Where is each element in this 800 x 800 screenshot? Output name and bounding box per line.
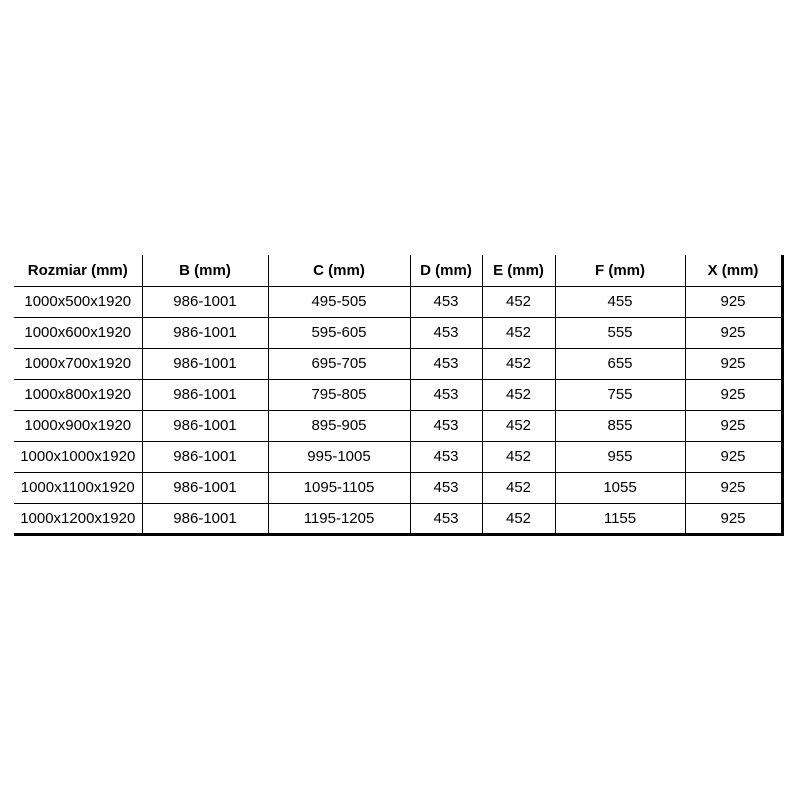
table-cell: 555	[555, 317, 685, 348]
table-cell: 925	[685, 472, 782, 503]
table-cell: 452	[482, 348, 555, 379]
table-row	[14, 472, 782, 503]
table-cell: 453	[410, 472, 482, 503]
table-row	[14, 317, 782, 348]
table-cell: 755	[555, 379, 685, 410]
table-cell: 1000x700x1920	[14, 348, 142, 379]
column-header: Rozmiar (mm)	[14, 255, 142, 286]
table-cell: 995-1005	[268, 441, 410, 472]
table-cell: 986-1001	[142, 348, 268, 379]
table-cell: 453	[410, 410, 482, 441]
column-header: E (mm)	[482, 255, 555, 286]
table-cell: 453	[410, 317, 482, 348]
table-cell: 925	[685, 317, 782, 348]
table-row	[14, 410, 782, 441]
table-cell: 986-1001	[142, 441, 268, 472]
table-cell: 1000x900x1920	[14, 410, 142, 441]
table-row	[14, 379, 782, 410]
table-cell: 1155	[555, 503, 685, 534]
column-header: F (mm)	[555, 255, 685, 286]
table-cell: 955	[555, 441, 685, 472]
table-cell: 655	[555, 348, 685, 379]
table-cell: 925	[685, 410, 782, 441]
table-cell: 925	[685, 286, 782, 317]
table-header-row	[14, 255, 782, 286]
table-cell: 452	[482, 441, 555, 472]
table-cell: 925	[685, 348, 782, 379]
table-cell: 925	[685, 441, 782, 472]
table-cell: 453	[410, 286, 482, 317]
table-cell: 795-805	[268, 379, 410, 410]
dimensions-table	[14, 255, 784, 536]
table-cell: 455	[555, 286, 685, 317]
column-header: D (mm)	[410, 255, 482, 286]
table-row	[14, 286, 782, 317]
table-cell: 986-1001	[142, 410, 268, 441]
table-cell: 1195-1205	[268, 503, 410, 534]
column-header: C (mm)	[268, 255, 410, 286]
table-cell: 452	[482, 472, 555, 503]
table-cell: 925	[685, 503, 782, 534]
table-cell: 1000x500x1920	[14, 286, 142, 317]
table-cell: 1095-1105	[268, 472, 410, 503]
table-cell: 595-605	[268, 317, 410, 348]
column-header: B (mm)	[142, 255, 268, 286]
table-cell: 453	[410, 441, 482, 472]
table-cell: 695-705	[268, 348, 410, 379]
table-cell: 1000x1000x1920	[14, 441, 142, 472]
table-cell: 986-1001	[142, 317, 268, 348]
table-body	[14, 286, 782, 534]
table-row	[14, 441, 782, 472]
table-cell: 1000x1200x1920	[14, 503, 142, 534]
table-row	[14, 503, 782, 534]
table-cell: 1000x1100x1920	[14, 472, 142, 503]
table-cell: 855	[555, 410, 685, 441]
table-row	[14, 348, 782, 379]
table-cell: 1000x800x1920	[14, 379, 142, 410]
table-cell: 986-1001	[142, 503, 268, 534]
table-cell: 986-1001	[142, 286, 268, 317]
table-cell: 452	[482, 410, 555, 441]
table-cell: 453	[410, 503, 482, 534]
table-cell: 453	[410, 348, 482, 379]
table-cell: 925	[685, 379, 782, 410]
table-cell: 895-905	[268, 410, 410, 441]
table-cell: 452	[482, 379, 555, 410]
table-cell: 986-1001	[142, 379, 268, 410]
table-cell: 1000x600x1920	[14, 317, 142, 348]
table-cell: 453	[410, 379, 482, 410]
column-header: X (mm)	[685, 255, 782, 286]
table-cell: 452	[482, 317, 555, 348]
table-cell: 986-1001	[142, 472, 268, 503]
table-cell: 1055	[555, 472, 685, 503]
table-cell: 452	[482, 503, 555, 534]
table-cell: 495-505	[268, 286, 410, 317]
table-cell: 452	[482, 286, 555, 317]
